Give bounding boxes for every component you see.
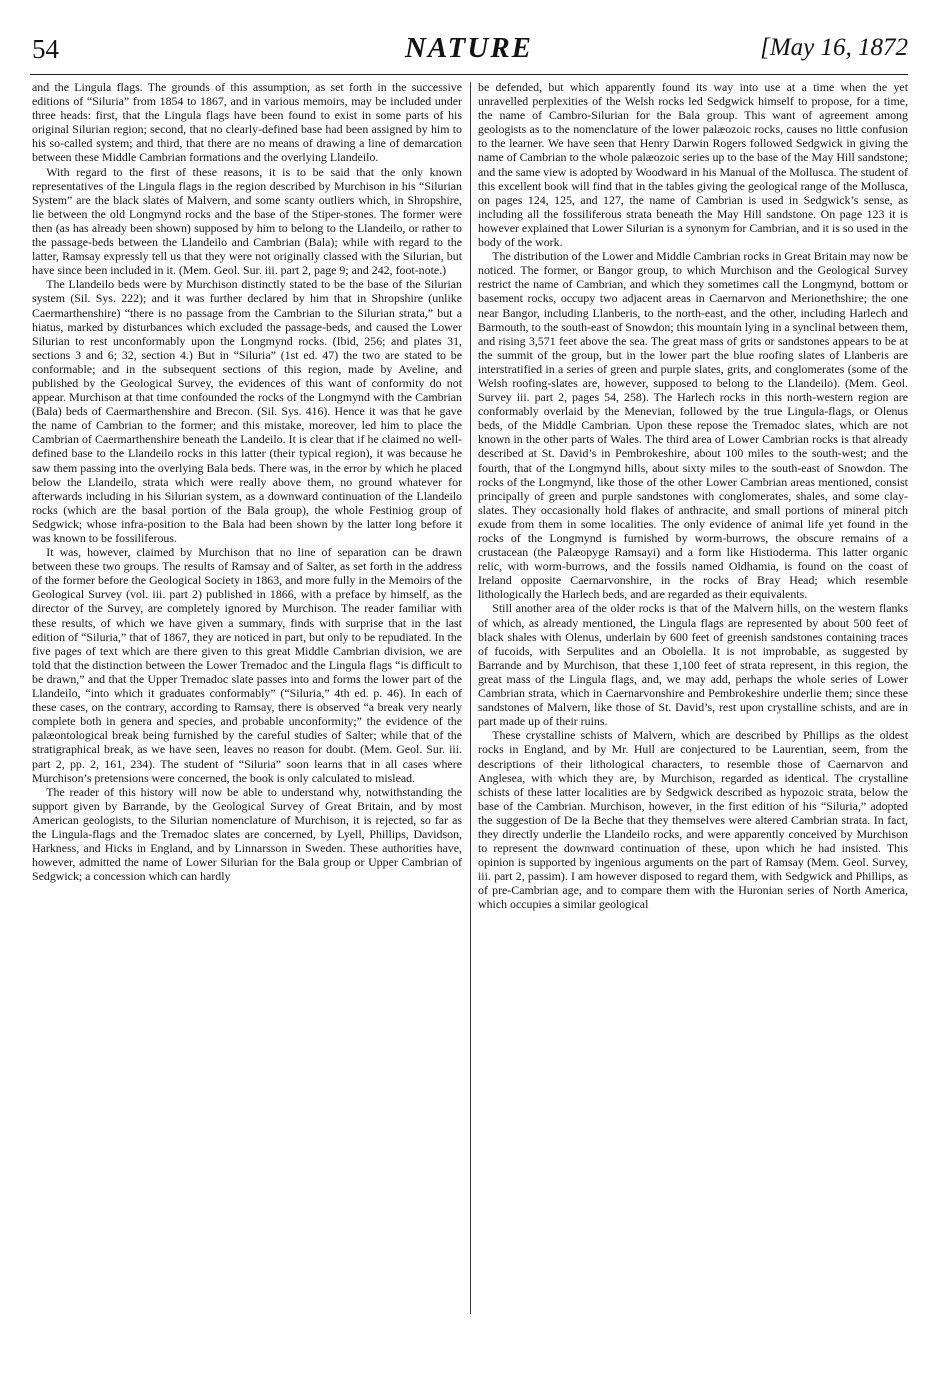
paragraph: It was, however, claimed by Murchison that no line of separation can be drawn between these two groups. The results of Ramsay and of Salter, as set forth in the address of the former before the Geological Society in 1863, and more fully in the Memoirs of the Geological Survey (vol. iii. part 2) published in 1866, with a preface by himself, as the director of the Survey, are completely ignored by Murchison. The reader familiar with these results, of which we have given a summary, finds with surprise that in the last edition of “Siluria,” that of 1867, they are noticed in part, but only to be repudiated. In the five pages of text which are there given to this great Middle Cambrian division, we are told that the distinction between the Lower Tremadoc and the Lingula flags “is difficult to be drawn,” and that the Upper Tremadoc slate passes into and forms the lower part of the Llandeilo, “into which it graduates conformably” (“Siluria,” 4th ed. p. 46). In each of these cases, on the contrary, according to Ramsay, there is observed “a break very nearly complete both in genera and species, and probable unconformity;” the evidence of the palæontological break being furnished by the careful studies of Salter; while that of the stratigraphical break, as we have seen, leaves no reason for doubt. (Mem. Geol. Sur. iii. part 2, pp. 2, 161, 234). The student of “Siluria” soon learns that in all cases where Murchison’s pretensions were concerned, the book is only calculated to mislead. xyxy=(32,545,462,785)
column-divider xyxy=(470,82,471,1314)
page-header xyxy=(26,30,912,72)
paragraph: be defended, but which apparently found its way into use at a time when the yet unravelled perplexities of the Welsh rocks led Sedgwick himself to propose, for a time, the name of Cambro-Silurian for the Bala group. This want of agreement among geologists as to the nomenclature of the lower palæozoic rocks, causes no little confusion to the learner. We have seen that Henry Darwin Rogers followed Sedgwick in giving the name of Cambrian to the whole palæozoic series up to the base of the May Hill sandstone; and the same view is adopted by Woodward in his Manual of the Mollusca. The student of this excellent book will find that in the tables giving the geological range of the Mollusca, on pages 124, 125, and 127, the name of Cambrian is used in Sedgwick’s sense, as including all the fossiliferous strata beneath the May Hill sandstone. On page 123 it is however explained that Lower Silurian is a synonym for Cambrian, and it is so used in the body of the work. xyxy=(478,80,908,250)
issue-date: [May 16, 1872 xyxy=(760,34,908,61)
paragraph: The distribution of the Lower and Middle Cambrian rocks in Great Britain may now be noticed. The former, or Bangor group, to which Murchison and the Geological Survey restrict the name of Cambrian, and which they sometimes call the Longmynd, bottom or basement rocks, occupy two adjacent areas in Caernarvon and Merionethshire; the one near Bangor, including Llanberis, to the north-east, and the other, including Harlech and Barmouth, to the south-east of Snowdon; this mountain lying in a synclinal between them, and rising 3,571 feet above the sea. The great mass of grits or sandstones appears to be at the summit of the group, but in the lower part the blue roofing slates of Llanberis are interstratified in a series of green and purple slates, grits, and conglomerates (some of the Welsh roofing-slates are, however, supposed to belong to the Llandeilo). (Mem. Geol. Survey iii. part 2, pages 54, 258). The Harlech rocks in this north-western region are conformably overlaid by the Menevian, followed by the true Lingula-flags, or Olenus beds, of the Middle Cambrian. Upon these repose the Tremadoc slates, which are not known in the other parts of Wales. The third area of Lower Cambrian rocks is that already described at St. David’s in Pembrokeshire, about 100 miles to the south-west; and the fourth, that of the Longmynd hills, about sixty miles to the south-east of Snowdon. The rocks of the Longmynd, like those of the other Lower Cambrian areas mentioned, consist principally of green and purple sandstones with conglomerates, shales, and some clay-slates. They occasionally hold flakes of anthracite, and small portions of mineral pitch exude from them in some localities. The only evidence of animal life yet found in the rocks of the Longmynd is furnished by worm-burrows, the obscure remains of a crustacean (the Palæopyge Ramsayi) and a form like Histioderma. This latter organic relic, with worm-burrows, and the fossils named Oldhamia, is found on the coast of Ireland opposite Caernarvonshire, in the rocks of Bray Head; which resemble lithologically the Harlech beds, and are regarded as their equivalents. xyxy=(478,249,908,602)
paragraph: The reader of this history will now be able to understand why, notwithstanding the support given by Barrande, by the Geological Survey of Great Britain, and by most American geologists, to the Silurian nomenclature of Murchison, it is rejected, so far as the Lingula-flags and the Tremadoc slates are concerned, by Lyell, Phillips, Davidson, Harkness, and Hicks in England, and by Linnarsson in Sweden. These authorities have, however, admitted the name of Lower Silurian for the Bala group or Upper Cambrian of Sedgwick; a concession which can hardly xyxy=(32,784,462,884)
paragraph: Still another area of the older rocks is that of the Malvern hills, on the western flanks of which, as already mentioned, the Lingula flags are represented by about 500 feet of black shales with Olenus, underlain by 600 feet of greenish sandstones containing traces of fucoids, with Serpulites and an Obolella. It is not improbable, as suggested by Barrande and by Murchison, that these 1,100 feet of strata represent, in this region, the great mass of the Lingula flags, and, we may add, perhaps the whole series of Lower Cambrian strata, which in Caernarvonshire and Pembrokeshire underlie them; since these sandstones of Malvern, like those of St. David’s, rest upon crystalline schists, and are in part made up of their ruins. xyxy=(478,601,908,729)
right-column xyxy=(478,80,908,912)
paragraph: With regard to the first of these reasons, it is to be said that the only known representatives of the Lingula flags in the region described by Murchison in his “Silurian System” are the black slates of Malvern, and some scanty outliers which, in Shropshire, lie between the old Longmynd rocks and the base of the Stiper-stones. The former were then (as has already been shown) supposed by him to belong to the Llandeilo, or rather to the passage-beds between the Llandeilo and Cambrian (Bala); while with regard to the latter, Ramsay expressly tell us that they were not originally classed with the Silurian, but have since been included in it. (Mem. Geol. Sur. iii. part 2, page 9; and 242, foot-note.) xyxy=(32,164,462,278)
masthead-title: NATURE xyxy=(404,32,534,64)
page-number: 54 xyxy=(32,34,59,64)
paragraph: and the Lingula flags. The grounds of this assumption, as set forth in the successive editions of “Siluria” from 1854 to 1867, and in various memoirs, may be included under three heads: first, that the Lingula flags have been found to exist in some parts of his original Silurian region; second, that no clearly-defined base had been assigned by him to his so-called system; and third, that there are no means of drawing a line of demarcation between these Middle Cambrian formations and the overlying Llandeilo. xyxy=(32,80,462,165)
paragraph: These crystalline schists of Malvern, which are described by Phillips as the oldest rocks in England, and by Mr. Hull are conjectured to be Laurentian, seem, from the descriptions of their lithological characters, to resemble those of Caernarvon and Anglesea, with which they are, by Murchison, regarded as identical. The crystalline schists of these latter localities are by Sedgwick described as hypozoic strata, below the base of the Cambrian. Murchison, however, in the first edition of his “Siluria,” adopted the suggestion of De la Beche that they themselves were altered Cambrian strata. In fact, they directly underlie the Llandeilo rocks, and were apparently conceived by Murchison to represent the downward continuation of these, upon which he had insisted. This opinion is supported by ingenious arguments on the part of Ramsay (Mem. Geol. Survey, iii. part 2, passim). I am however disposed to regard them, with Sedgwick and Phillips, as of pre-Cambrian age, and to compare them with the Huronian series of North America, which occupies a similar geological xyxy=(478,728,908,912)
left-column xyxy=(32,80,462,883)
paragraph: The Llandeilo beds were by Murchison distinctly stated to be the base of the Silurian system (Sil. Sys. 222); and it was further declared by him that in Shropshire (unlike Caermarthenshire) “there is no passage from the Cambrian to the Silurian strata,” but a hiatus, marked by disturbances which excluded the passage-beds, and caused the Lower Silurian to rest unconformably upon the Longmynd rocks. (Ibid, 256; and plates 31, sections 3 and 6; 32, section 4.) But in “Siluria” (1st ed. 47) the two are stated to be conformable; and in the subsequent sections of this region, made by Aveline, and published by the Geological Survey, the evidences of this want of conformity do not appear. Murchison at that time confounded the rocks of the Longmynd with the Cambrian (Bala) beds of Caermarthenshire and Brecon. (Sil. Sys. 416). Hence it was that he gave the name of Cambrian to the former; and this mistake, moreover, led him to place the Cambrian of Caermarthenshire beneath the Landeilo. It is clear that if he claimed no well-defined base to the Llandeilo rocks in this latter (their typical region), it was because he saw them passing into the overlying Bala beds. There was, in the error by which he placed below the Llandeilo, strata which were really above them, no ground whatever for afterwards including in his Silurian system, as a downward continuation of the Llandeilo rocks (which are the basal portion of the Bala group), the whole Festiniog group of Sedgwick; whose infra-position to the Bala had been shown by the latter long before it was known to be fossiliferous. xyxy=(32,277,462,545)
header-rule xyxy=(30,74,908,75)
